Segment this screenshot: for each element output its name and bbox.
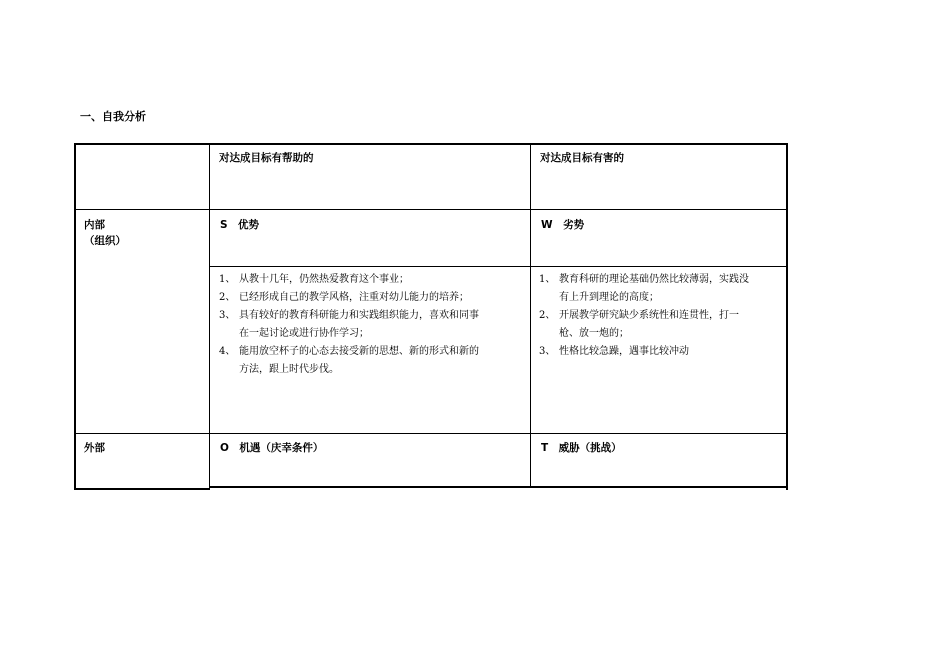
list-item-text-line: 已经形成自己的教学风格，注重对幼儿能力的培养；: [239, 292, 469, 303]
list-item-text-line: 开展教学研究缺少系统性和连贯性，打一: [559, 310, 739, 321]
list-item-number: 1、: [539, 274, 556, 285]
list-item: [219, 271, 479, 289]
list-item-text-line: 性格比较急躁，遇事比较冲动: [559, 346, 689, 357]
internal-label-line2: （组织）: [84, 235, 126, 247]
list-item: [219, 343, 479, 379]
list-item-number: 1、: [219, 274, 236, 285]
internal-label-line1: 内部: [84, 219, 105, 231]
list-item-text-line: 从教十几年，仍然热爱教育这个事业；: [239, 274, 409, 285]
header-helpful: 对达成目标有帮助的: [219, 152, 314, 164]
col-divider-1: [209, 143, 210, 490]
table-border-right: [786, 143, 788, 490]
internal-label: [84, 217, 126, 249]
list-item-number: 3、: [219, 310, 236, 321]
list-item-number: 2、: [219, 292, 236, 303]
strengths-list: [219, 271, 479, 379]
list-item: [539, 271, 749, 307]
list-item: [539, 343, 749, 361]
list-item: [539, 307, 749, 343]
table-border-top: [74, 143, 788, 145]
row-divider-1: [74, 209, 788, 210]
list-item-text-line: 在一起讨论或进行协作学习；: [239, 328, 369, 339]
table-border-left: [74, 143, 76, 490]
list-item: [219, 289, 479, 307]
opportunities-title: O 机遇（庆幸条件）: [220, 442, 324, 454]
row-divider-3: [74, 433, 788, 434]
weaknesses-title: W 劣势: [541, 219, 585, 231]
strengths-title: S 优势: [220, 219, 260, 231]
row-divider-2: [209, 266, 788, 267]
list-item-text-line: 教育科研的理论基础仍然比较薄弱，实践没: [559, 274, 749, 285]
list-item-number: 4、: [219, 346, 236, 357]
external-label: 外部: [84, 442, 105, 454]
list-item: [219, 307, 479, 343]
list-item-text-line: 方法，跟上时代步伐。: [239, 364, 339, 375]
list-item-number: 2、: [539, 310, 556, 321]
list-item-number: 3、: [539, 346, 556, 357]
table-border-bottom-left: [74, 488, 210, 490]
table-border-bottom-right: [209, 486, 788, 488]
threats-title: T 威胁（挑战）: [541, 442, 622, 454]
list-item-text-line: 枪、放一炮的；: [559, 328, 629, 339]
list-item-text-line: 具有较好的教育科研能力和实践组织能力，喜欢和同事: [239, 310, 479, 321]
col-divider-2: [530, 143, 531, 487]
section-heading: 一、自我分析: [80, 110, 146, 123]
header-harmful: 对达成目标有害的: [540, 152, 624, 164]
list-item-text-line: 能用放空杯子的心态去接受新的思想、新的形式和新的: [239, 346, 479, 357]
weaknesses-list: [539, 271, 749, 361]
list-item-text-line: 有上升到理论的高度；: [559, 292, 659, 303]
